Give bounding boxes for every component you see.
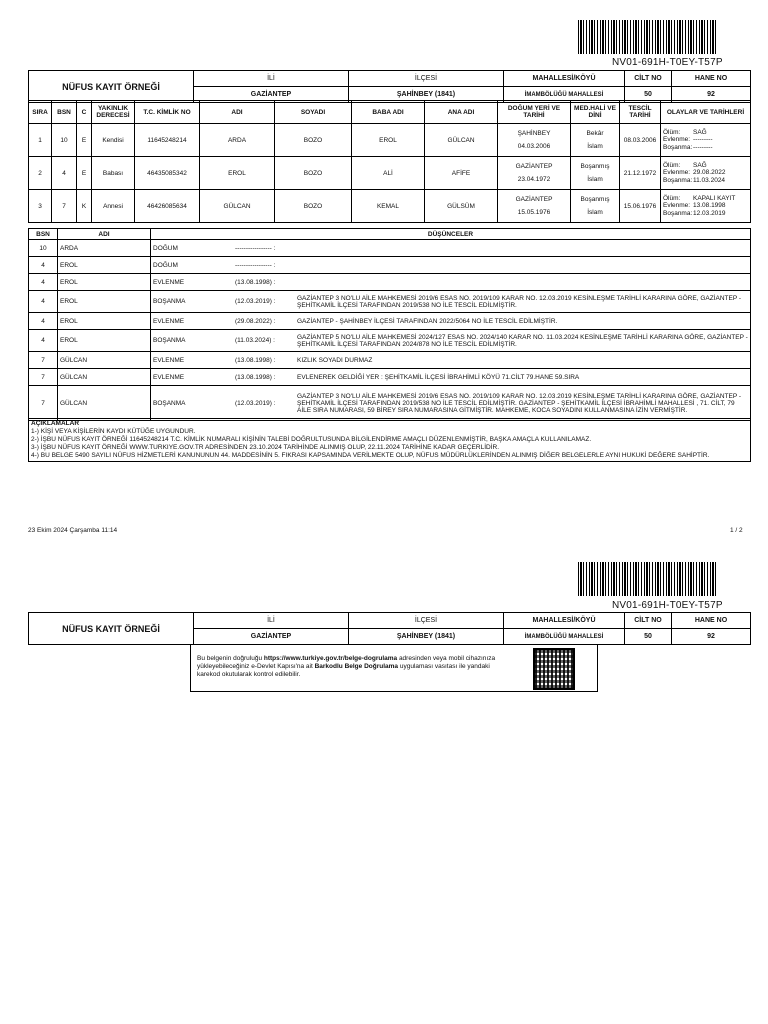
person-bsn: 7 xyxy=(52,190,77,223)
note-adi: EROL xyxy=(58,257,151,274)
medeni-hal: Boşanmış xyxy=(580,196,610,203)
note-bsn: 4 xyxy=(29,274,58,291)
note-tarih: (29.08.2022) : xyxy=(233,313,295,330)
person-bsn: 10 xyxy=(52,124,77,157)
note-adi: GÜLCAN xyxy=(58,386,151,421)
header-mahalle-value: İMAMBÖLÜĞÜ MAHALLESİ xyxy=(504,87,625,103)
aciklama-item: 3-) İŞBU NÜFUS KAYIT ÖRNEĞİ WWW.TURKIYE.GOV.TR ADRESİNDEN 23.10.2024 TARİHİNDE ALINMIŞ OLUP, 22.11.2024 TARİHİNE KADAR GEÇERLİDİR. xyxy=(31,444,500,451)
col-dogum: DOĞUM YERİ VE TARİHİ xyxy=(498,101,571,124)
dogum-tarihi: 23.04.1972 xyxy=(517,176,551,183)
note-text: GAZİANTEP 3 NO'LU AİLE MAHKEMESİ 2019/6 ESAS NO. 2019/109 KARAR NO. 12.03.2019 KESİNLEŞME TARİHLİ KARARINA GÖRE, GAZİANTEP - ŞEHİTKAMİL İLÇESİ TARAFINDAN 2019/538 NO İLE TESCİL EDİLMİŞTİR. GAZİANTEP - ŞEHİTKAMİL İLÇESİ İBRAHİMLİ MAHALLESİ , 71. CİLT, 79 AİLE SIRA NUMARASI, 59 BİREY SIRA NUMARASINA GİTMİŞTİR. MAHKEME, KOCA SOYADINI KULLANMASINA İZİN VERMİŞTİR. xyxy=(295,386,751,421)
barcode xyxy=(578,562,718,596)
table-row xyxy=(29,291,751,313)
olay-value: KAPALI KAYIT xyxy=(693,194,736,202)
table-row xyxy=(29,157,751,190)
note-text: EVLENEREK GELDİĞİ YER : ŞEHİTKAMİL İLÇESİ İBRAHİMLİ KÖYÜ 71.CİLT 79.HANE 59.SIRA xyxy=(295,369,751,386)
person-cinsiyet: E xyxy=(77,124,92,157)
note-tarih: (11.03.2024) : xyxy=(233,330,295,352)
note-bsn: 7 xyxy=(29,352,58,369)
person-yakinlik: Kendisi xyxy=(92,124,135,157)
aciklamalar-title: AÇIKLAMALAR xyxy=(31,420,80,427)
header-mahalle-label: MAHALLESİ/KÖYÜ xyxy=(504,71,625,87)
verify-app-name: Barkodlu Belge Doğrulama xyxy=(314,663,399,670)
header-cilt-label: CİLT NO xyxy=(625,613,672,629)
person-dogum xyxy=(498,190,571,223)
persons-table xyxy=(28,100,751,223)
note-text: GAZİANTEP 3 NO'LU AİLE MAHKEMESİ 2019/6 ESAS NO. 2019/109 KARAR NO. 12.03.2019 KESİNLEŞME TARİHLİ KARARINA GÖRE, GAZİANTEP - ŞEHİTKAMİL İLÇESİ TARAFINDAN 2019/538 NO İLE TESCİL EDİLMİŞTİR. xyxy=(295,291,751,313)
note-olay: BOŞANMA xyxy=(151,291,234,313)
col-bsn: BSN xyxy=(52,101,77,124)
olay-value: 13.08.1998 xyxy=(693,202,726,210)
person-sira: 3 xyxy=(29,190,52,223)
table-row xyxy=(29,240,751,257)
person-medeni xyxy=(571,124,620,157)
table-row xyxy=(29,386,751,421)
doc-title: NÜFUS KAYIT ÖRNEĞİ xyxy=(29,71,194,103)
person-olaylar xyxy=(661,124,751,157)
verify-post: uygulaması vasıtası ile yandaki karekod okutularak kontrol edilebilir. xyxy=(197,663,490,678)
note-olay: DOĞUM xyxy=(151,240,234,257)
header-cilt-label: CİLT NO xyxy=(625,71,672,87)
header-il-value: GAZİANTEP xyxy=(194,87,349,103)
person-yakinlik: Babası xyxy=(92,157,135,190)
table-row xyxy=(29,124,751,157)
verification-box xyxy=(190,644,598,692)
note-adi: GÜLCAN xyxy=(58,369,151,386)
header-hane-label: HANE NO xyxy=(672,71,751,87)
person-tescil: 21.12.1972 xyxy=(620,157,661,190)
note-tarih: (13.08.1998) : xyxy=(233,369,295,386)
person-baba: ALİ xyxy=(352,157,425,190)
person-ana: GÜLSÜM xyxy=(425,190,498,223)
olay-label: Evlenme: xyxy=(663,169,691,177)
person-dogum xyxy=(498,124,571,157)
dogum-yeri: ŞAHİNBEY xyxy=(517,130,551,137)
olay-value: SAĞ xyxy=(693,128,707,136)
col-tc: T.C. KİMLİK NO xyxy=(135,101,200,124)
barcode xyxy=(578,20,718,54)
footer-page: 1 / 2 xyxy=(730,527,743,534)
document-code: NV01-691H-T0EY-T57P xyxy=(612,57,723,68)
notes-col-adi: ADI xyxy=(58,229,151,240)
col-olaylar: OLAYLAR VE TARİHLERİ xyxy=(661,101,751,124)
col-baba: BABA ADI xyxy=(352,101,425,124)
header-ilce-label: İLÇESİ xyxy=(349,71,504,87)
note-tarih: (12.03.2019) : xyxy=(233,291,295,313)
header-hane-label: HANE NO xyxy=(672,613,751,629)
header-hane-value: 92 xyxy=(672,629,751,645)
verify-mid: adresinden veya mobil cihazınıza yükleyebileceğiniz e-Devlet Kapısı'na ait xyxy=(197,655,496,670)
note-bsn: 4 xyxy=(29,313,58,330)
olay-value: 11.03.2024 xyxy=(693,176,726,184)
footer-date: 23 Ekim 2024 Çarşamba 11:14 xyxy=(28,527,118,534)
person-olaylar xyxy=(661,190,751,223)
note-tarih: (12.03.2019) : xyxy=(233,386,295,421)
din: İslam xyxy=(587,143,603,150)
note-olay: BOŞANMA xyxy=(151,330,234,352)
note-olay: DOĞUM xyxy=(151,257,234,274)
document-code: NV01-691H-T0EY-T57P xyxy=(612,600,723,611)
header-ilce-value: ŞAHİNBEY (1841) xyxy=(349,87,504,103)
person-tescil: 08.03.2006 xyxy=(620,124,661,157)
person-dogum xyxy=(498,157,571,190)
note-adi: ARDA xyxy=(58,240,151,257)
person-ana: AFİFE xyxy=(425,157,498,190)
note-tarih: (13.08.1998) : xyxy=(233,352,295,369)
dogum-yeri: GAZİANTEP xyxy=(515,163,553,170)
person-tc: 11645248214 xyxy=(135,124,200,157)
aciklama-item: 4-) BU BELGE 5490 SAYILI NÜFUS HİZMETLERİ KANUNUNUN 44. MADDESİNİN 5. FIKRASI KAPSAMINDA VERİLMEKTE OLUP, NÜFUS MÜDÜRLÜKLERİNDEN ALINMIŞ DİĞER BELGELERLE AYNI HUKUKİ DEĞERE SAHİPTİR. xyxy=(31,452,710,459)
note-text xyxy=(295,240,751,257)
header-ilce-label: İLÇESİ xyxy=(349,613,504,629)
verify-url-link[interactable]: https://www.turkiye.gov.tr/belge-dogrulama xyxy=(263,655,398,662)
dogum-tarihi: 15.05.1976 xyxy=(517,209,551,216)
person-adi: GÜLCAN xyxy=(200,190,275,223)
notes-table xyxy=(28,228,751,421)
olay-label: Evlenme: xyxy=(663,136,691,144)
person-soyadi: BOZO xyxy=(275,190,352,223)
col-medeni: MED.HALİ VE DİNİ xyxy=(571,101,620,124)
table-row xyxy=(29,190,751,223)
note-olay: EVLENME xyxy=(151,352,234,369)
dogum-yeri: GAZİANTEP xyxy=(515,196,553,203)
table-row xyxy=(29,352,751,369)
header-ilce-value: ŞAHİNBEY (1841) xyxy=(349,629,504,645)
verify-pre: Bu belgenin doğruluğu xyxy=(197,655,264,662)
col-sira: SIRA xyxy=(29,101,52,124)
person-soyadi: BOZO xyxy=(275,157,352,190)
table-row xyxy=(29,369,751,386)
header-table xyxy=(28,70,751,103)
olay-label: Boşanma: xyxy=(663,176,693,184)
olay-value: --------- xyxy=(693,136,713,144)
person-cinsiyet: K xyxy=(77,190,92,223)
person-tc: 46426085634 xyxy=(135,190,200,223)
aciklamalar-box xyxy=(28,418,751,462)
din: İslam xyxy=(587,209,603,216)
olay-value: 12.03.2019 xyxy=(693,209,726,217)
note-olay: EVLENME xyxy=(151,274,234,291)
note-bsn: 7 xyxy=(29,386,58,421)
note-text: KIZLIK SOYADI DURMAZ xyxy=(295,352,751,369)
medeni-hal: Bekâr xyxy=(586,130,604,137)
col-soyadi: SOYADI xyxy=(275,101,352,124)
dogum-tarihi: 04.03.2006 xyxy=(517,143,551,150)
person-bsn: 4 xyxy=(52,157,77,190)
note-text: GAZİANTEP 5 NO'LU AİLE MAHKEMESİ 2024/127 ESAS NO. 2024/140 KARAR NO. 11.03.2024 KESİNLEŞME TARİHLİ KARARINA GÖRE, GAZİANTEP - ŞEHİTKAMİL İLÇESİ TARAFINDAN 2024/878 NO İLE TESCİL EDİLMİŞTİR. xyxy=(295,330,751,352)
notes-col-dusunceler: DÜŞÜNCELER xyxy=(151,229,751,240)
person-tescil: 15.06.1976 xyxy=(620,190,661,223)
notes-col-bsn: BSN xyxy=(29,229,58,240)
note-bsn: 10 xyxy=(29,240,58,257)
note-adi: EROL xyxy=(58,313,151,330)
col-ana: ANA ADI xyxy=(425,101,498,124)
olay-label: Ölüm: xyxy=(663,194,681,202)
person-cinsiyet: E xyxy=(77,157,92,190)
person-sira: 1 xyxy=(29,124,52,157)
table-row xyxy=(29,274,751,291)
note-bsn: 4 xyxy=(29,257,58,274)
col-c: C xyxy=(77,101,92,124)
din: İslam xyxy=(587,176,603,183)
note-bsn: 4 xyxy=(29,291,58,313)
note-text xyxy=(295,274,751,291)
note-tarih: ----------------- : xyxy=(233,257,295,274)
person-tc: 46435085342 xyxy=(135,157,200,190)
header-cilt-value: 50 xyxy=(625,629,672,645)
note-adi: EROL xyxy=(58,274,151,291)
header-hane-value: 92 xyxy=(672,87,751,103)
person-adi: EROL xyxy=(200,157,275,190)
note-olay: EVLENME xyxy=(151,313,234,330)
table-row xyxy=(29,330,751,352)
header-il-label: İLİ xyxy=(194,71,349,87)
person-yakinlik: Annesi xyxy=(92,190,135,223)
olay-label: Boşanma: xyxy=(663,143,693,151)
person-adi: ARDA xyxy=(200,124,275,157)
note-bsn: 4 xyxy=(29,330,58,352)
header-cilt-value: 50 xyxy=(625,87,672,103)
header-il-value: GAZİANTEP xyxy=(194,629,349,645)
note-olay: BOŞANMA xyxy=(151,386,234,421)
header-mahalle-label: MAHALLESİ/KÖYÜ xyxy=(504,613,625,629)
olay-value: SAĞ xyxy=(693,161,707,169)
header-il-label: İLİ xyxy=(194,613,349,629)
header-table-2 xyxy=(28,612,751,645)
olay-value: 29.08.2022 xyxy=(693,169,726,177)
note-tarih: ----------------- : xyxy=(233,240,295,257)
aciklama-item: 1-) KİŞİ VEYA KİŞİLERİN KAYDI KÜTÜĞE UYGUNDUR. xyxy=(31,428,196,435)
person-baba: EROL xyxy=(352,124,425,157)
person-medeni xyxy=(571,157,620,190)
note-olay: EVLENME xyxy=(151,369,234,386)
note-tarih: (13.08.1998) : xyxy=(233,274,295,291)
col-adi: ADI xyxy=(200,101,275,124)
person-olaylar xyxy=(661,157,751,190)
table-row xyxy=(29,257,751,274)
person-baba: KEMAL xyxy=(352,190,425,223)
olay-label: Boşanma: xyxy=(663,209,693,217)
verification-text xyxy=(197,655,512,679)
olay-label: Ölüm: xyxy=(663,161,681,169)
note-adi: EROL xyxy=(58,291,151,313)
olay-label: Evlenme: xyxy=(663,202,691,210)
note-text: GAZİANTEP - ŞAHİNBEY İLÇESİ TARAFINDAN 2022/5064 NO İLE TESCİL EDİLMİŞTİR. xyxy=(295,313,751,330)
note-text xyxy=(295,257,751,274)
person-medeni xyxy=(571,190,620,223)
aciklama-item: 2-) İŞBU NÜFUS KAYIT ÖRNEĞİ 11645248214 T.C. KİMLİK NUMARALI KİŞİNİN TALEBİ DOĞRULTUSUNDA BİLGİLENDİRME AMAÇLI DÜZENLENMİŞTİR, BAŞKA AMAÇLA KULLANILAMAZ. xyxy=(31,436,592,443)
person-sira: 2 xyxy=(29,157,52,190)
qr-code-icon xyxy=(533,648,575,690)
header-mahalle-value: İMAMBÖLÜĞÜ MAHALLESİ xyxy=(504,629,625,645)
person-soyadi: BOZO xyxy=(275,124,352,157)
col-tescil: TESCİL TARİHİ xyxy=(620,101,661,124)
olay-label: Ölüm: xyxy=(663,128,681,136)
doc-title: NÜFUS KAYIT ÖRNEĞİ xyxy=(29,613,194,645)
table-row xyxy=(29,313,751,330)
person-ana: GÜLCAN xyxy=(425,124,498,157)
medeni-hal: Boşanmış xyxy=(580,163,610,170)
note-adi: GÜLCAN xyxy=(58,352,151,369)
note-bsn: 7 xyxy=(29,369,58,386)
col-yakinlik: YAKINLIK DERECESİ xyxy=(92,101,135,124)
olay-value: --------- xyxy=(693,143,713,151)
note-adi: EROL xyxy=(58,330,151,352)
